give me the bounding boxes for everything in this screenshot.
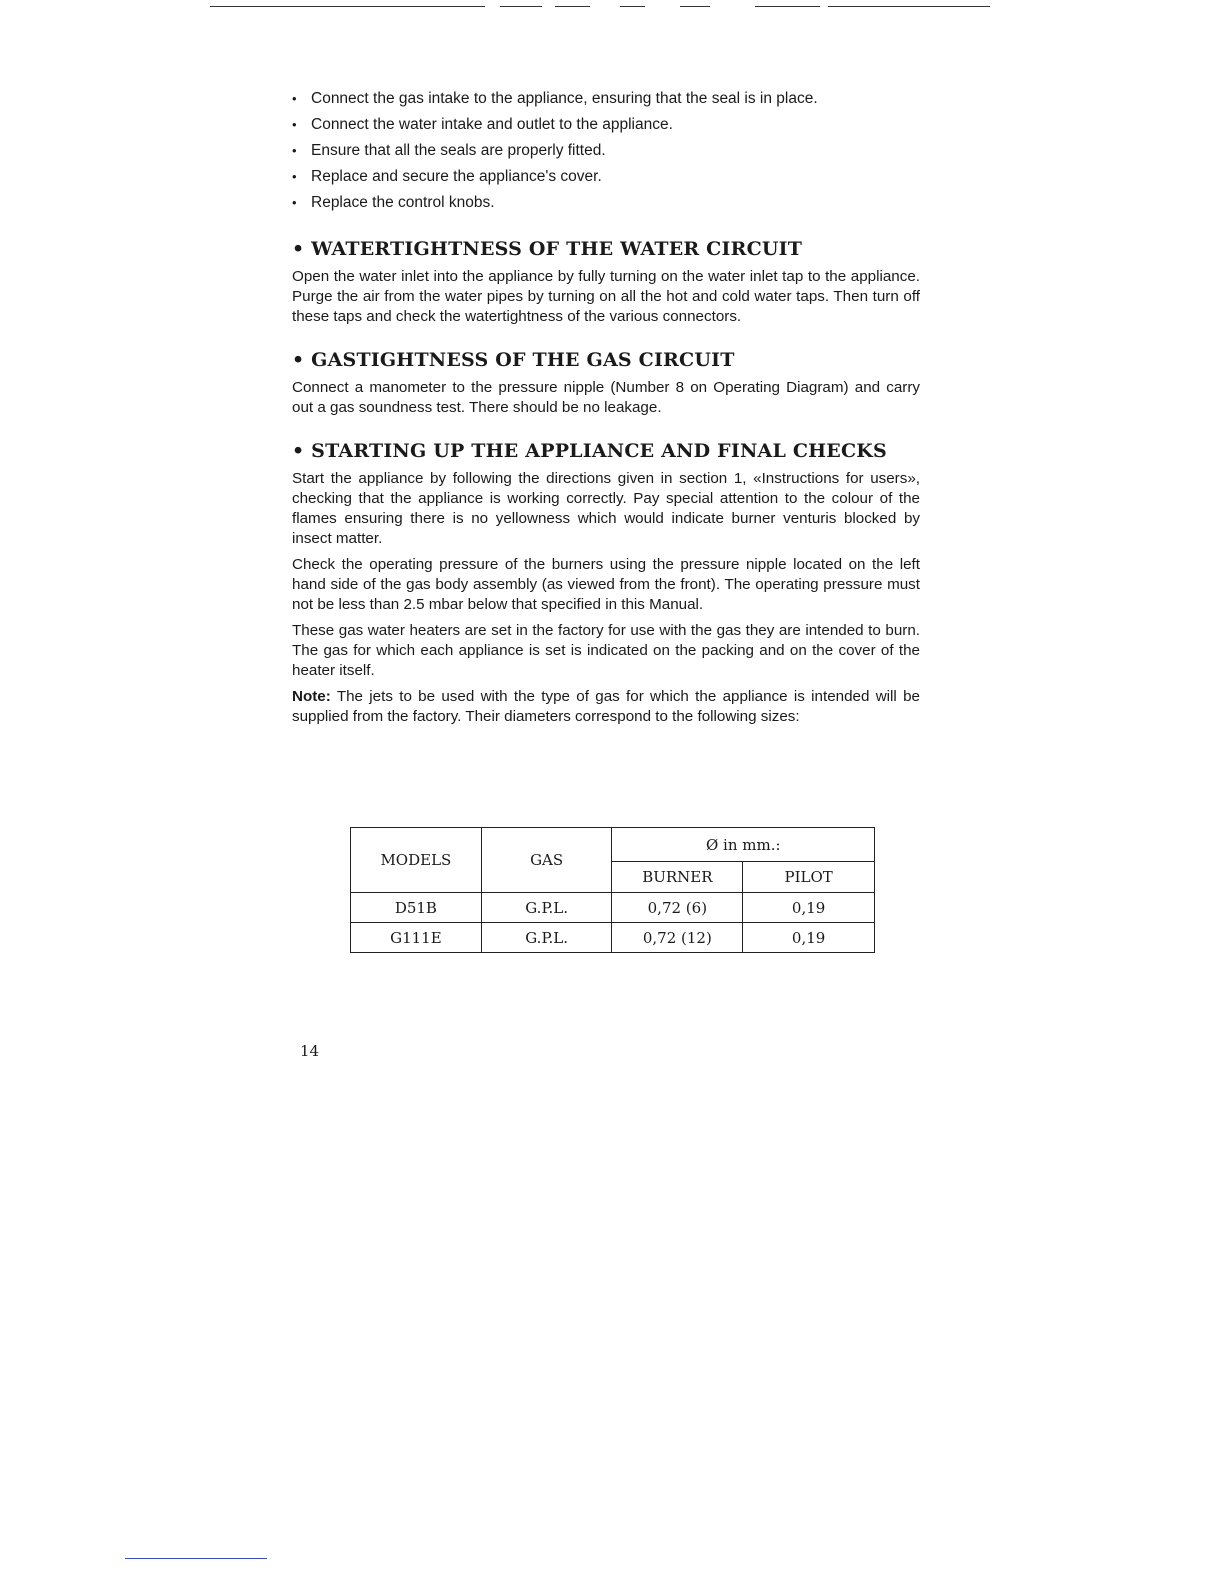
list-item: • Connect the water intake and outlet to the appliance.: [292, 112, 920, 138]
cell-burner: 0,72 (6): [612, 893, 743, 923]
section-gas-circuit: [292, 349, 920, 418]
list-item: • Connect the gas intake to the appliance, ensuring that the seal is in place.: [292, 86, 920, 112]
note-label: Note:: [292, 688, 331, 705]
section-heading: • STARTING UP THE APPLIANCE AND FINAL CHECKS: [292, 440, 887, 462]
note-text: The jets to be used with the type of gas for which the appliance is intended will be supplied from the factory. Their diameters correspond to the following sizes:: [292, 688, 920, 725]
list-item: • Replace and secure the appliance's cover.: [292, 164, 920, 190]
scan-artifact-lines: [210, 6, 990, 10]
section-paragraph: Connect a manometer to the pressure nipple (Number 8 on Operating Diagram) and carry out a gas soundness test. There should be no leakage.: [292, 379, 920, 416]
note-paragraph: [292, 687, 920, 727]
section-heading: • WATERTIGHTNESS OF THE WATER CIRCUIT: [292, 238, 803, 260]
table-row: [351, 923, 875, 953]
page-content: [292, 86, 920, 727]
cell-burner: 0,72 (12): [612, 923, 743, 953]
scan-artifact-bottom-line: [125, 1558, 267, 1559]
cell-gas: G.P.L.: [481, 893, 612, 923]
cell-model: G111E: [351, 923, 482, 953]
section-paragraph: Start the appliance by following the directions given in section 1, «Instructions for users», checking that the appliance is working correctly. Pay special attention to the colour of the flames ensuring there is no yellowness which would indicate burner venturis blocked by insect matter.: [292, 470, 920, 547]
section-paragraph: These gas water heaters are set in the factory for use with the gas they are intended to burn. The gas for which each appliance is set is indicated on the packing and on the cover of the heater itself.: [292, 622, 920, 679]
list-item: • Ensure that all the seals are properly fitted.: [292, 138, 920, 164]
installation-steps-list: [292, 86, 920, 216]
section-heading: • GASTIGHTNESS OF THE GAS CIRCUIT: [292, 349, 735, 371]
cell-pilot: 0,19: [743, 893, 875, 923]
section-paragraph: Open the water inlet into the appliance by fully turning on the water inlet tap to the appliance. Purge the air from the water pipes by turning on all the hot and cold water taps. Then turn off these taps and check the watertightness of the various connectors.: [292, 268, 920, 325]
header-models: MODELS: [351, 828, 482, 893]
header-pilot: PILOT: [743, 862, 875, 893]
list-item: • Replace the control knobs.: [292, 190, 920, 216]
jet-sizes-table: [350, 827, 875, 953]
table-row: [351, 893, 875, 923]
cell-gas: G.P.L.: [481, 923, 612, 953]
header-burner: BURNER: [612, 862, 743, 893]
section-paragraph: Check the operating pressure of the burners using the pressure nipple located on the left hand side of the gas body assembly (as viewed from the front). The operating pressure must not be less than 2.5 mbar below that specified in this Manual.: [292, 556, 920, 613]
cell-pilot: 0,19: [743, 923, 875, 953]
section-water-circuit: [292, 238, 920, 327]
cell-model: D51B: [351, 893, 482, 923]
header-diameter: Ø in mm.:: [612, 828, 875, 862]
page-number: 14: [300, 1042, 320, 1060]
section-startup-checks: [292, 440, 920, 727]
header-gas: GAS: [481, 828, 612, 893]
